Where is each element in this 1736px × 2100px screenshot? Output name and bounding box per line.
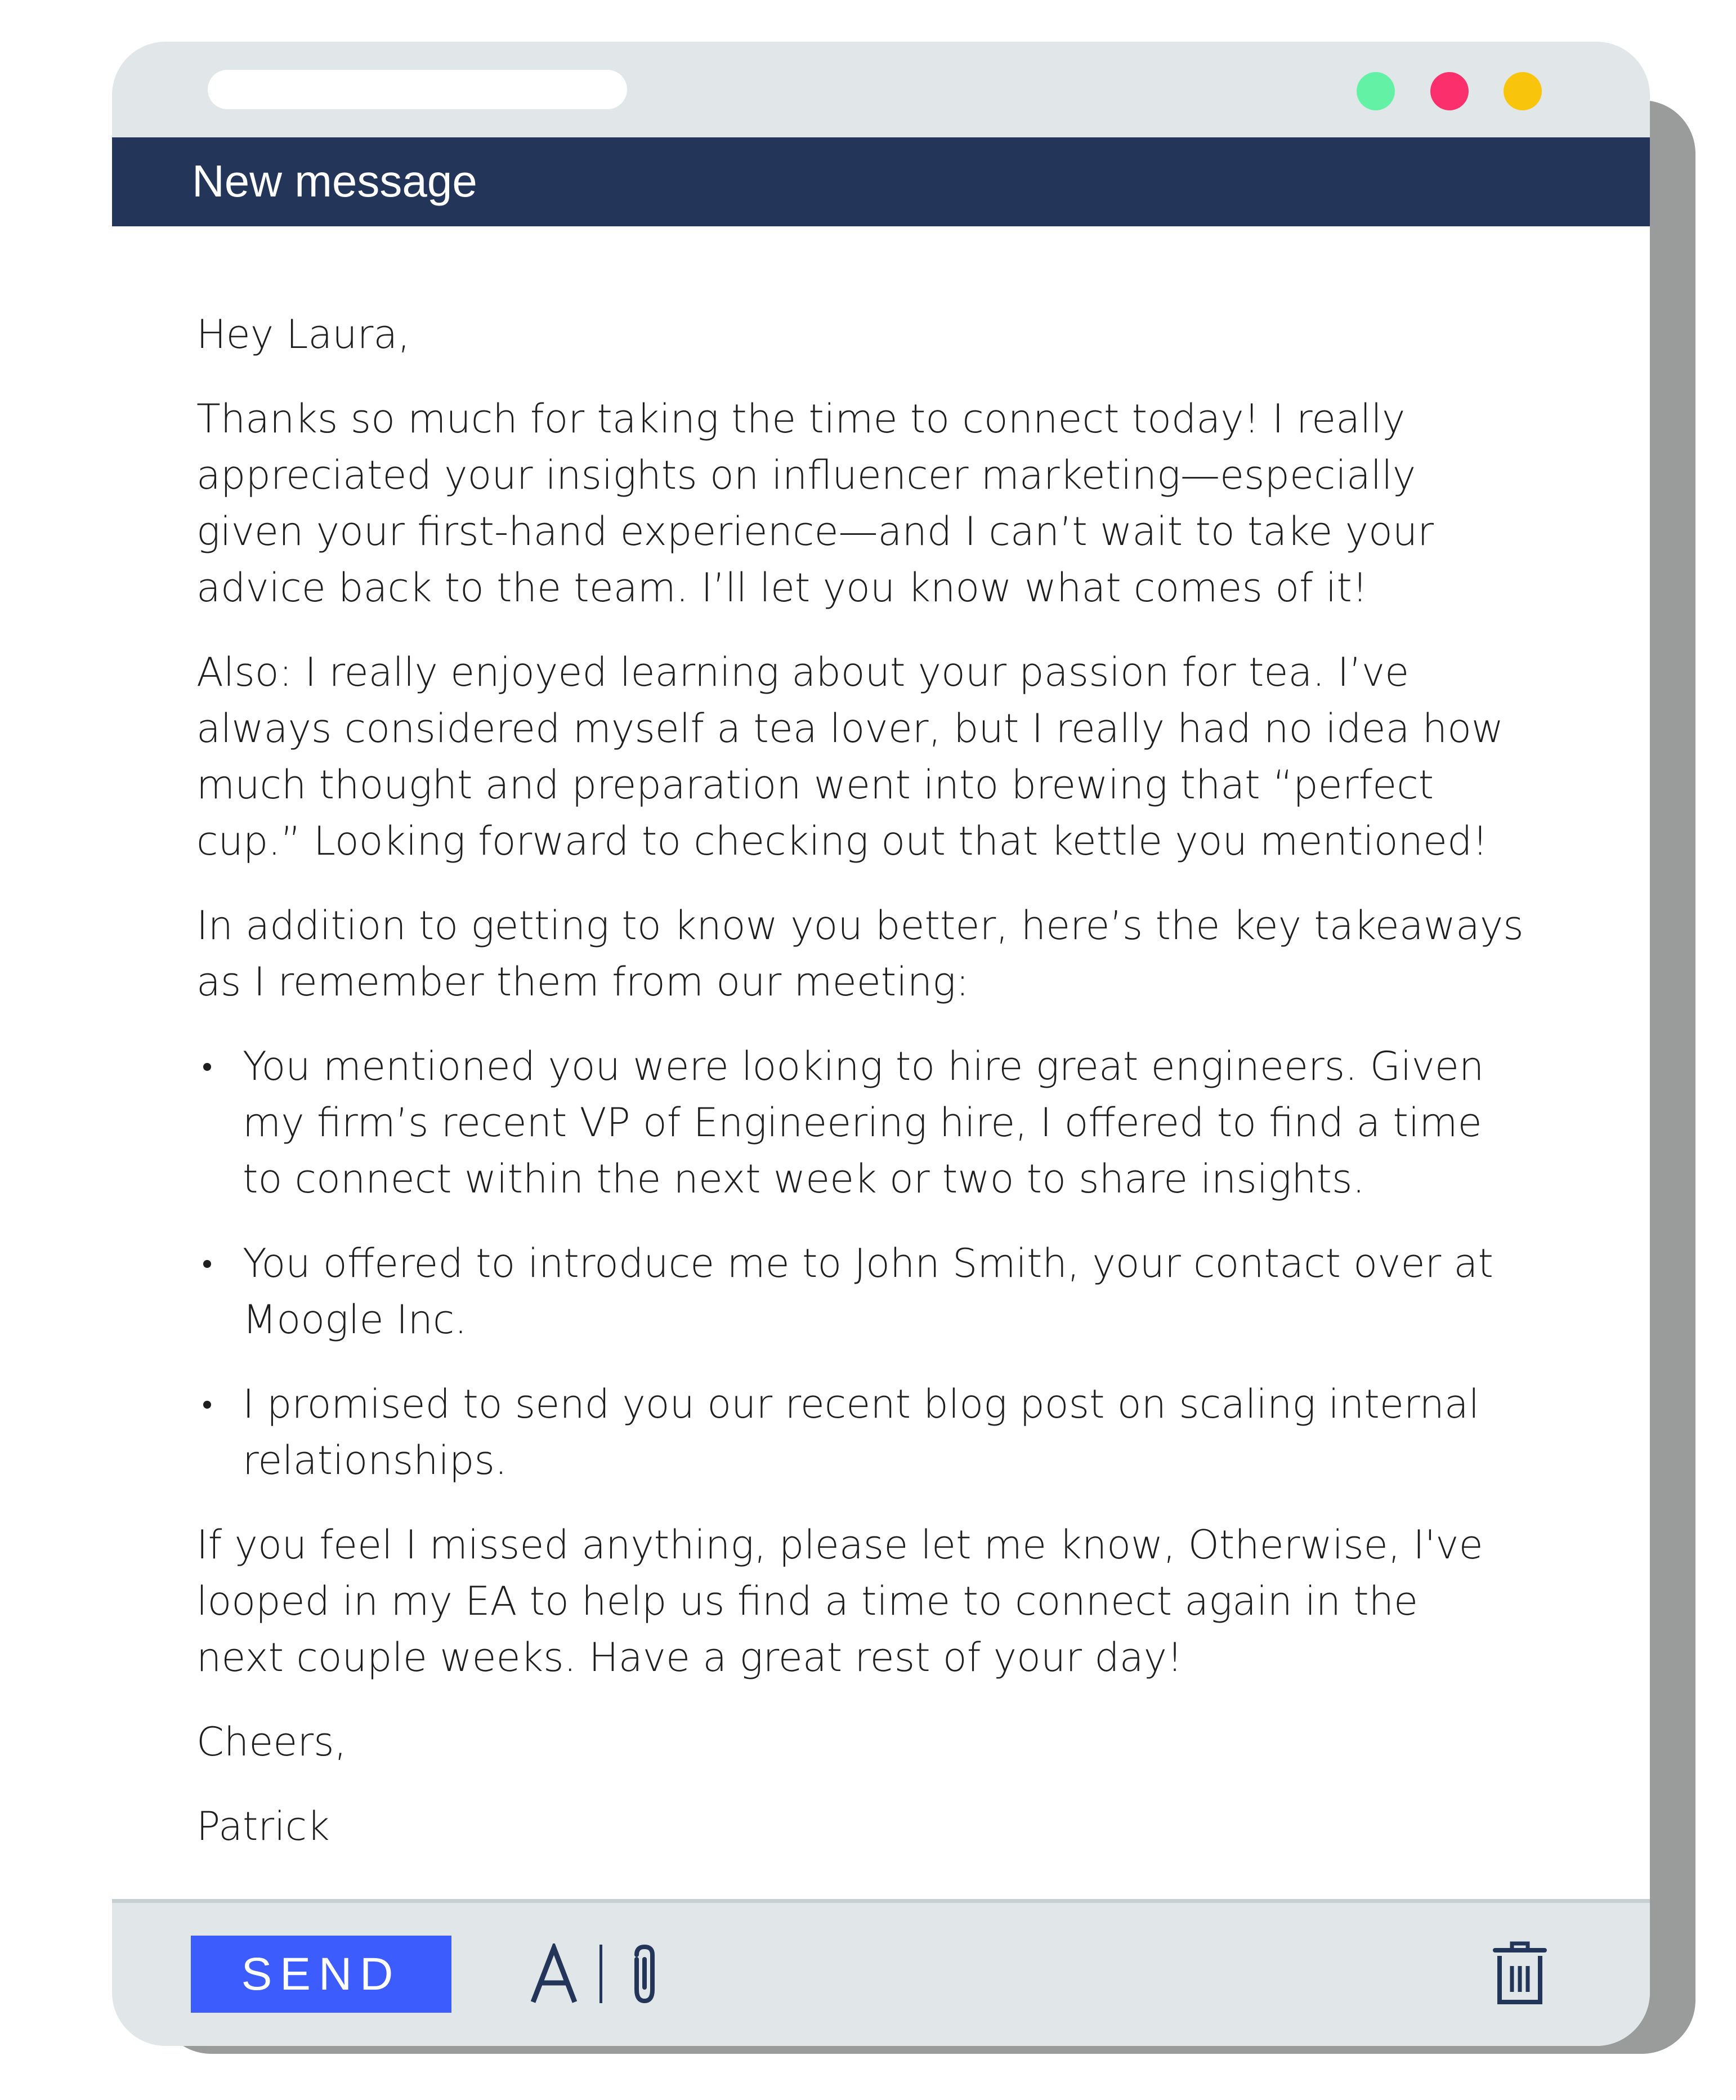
maximize-dot[interactable] — [1357, 72, 1395, 110]
paragraph-tea: Also: I really enjoyed learning about your passion for tea. I’ve always considered myself a tea lover, but I really had no idea how much thought and preparation went into brewing that “perfect cup.” Looking forward to checking out that kettle you mentioned! — [196, 649, 1504, 864]
paragraph-takeaways-intro: In addition to getting to know you better, here’s the key takeaways as I remember them from our meeting: — [196, 902, 1524, 1005]
paragraph-thanks: Thanks so much for taking the time to connect today! I really appreciated your insights on influencer marketing—especially given your first-hand experience—and I can’t wait to take your advice back to the team. I’ll let you know what comes of it! — [196, 396, 1434, 611]
minimize-dot[interactable] — [1504, 72, 1542, 110]
paragraph-followup: If you feel I missed anything, please let me know, Otherwise, I've looped in my EA to help us find a time to connect again in the next couple weeks. Have a great rest of your day! — [196, 1522, 1483, 1681]
takeaways-list — [196, 1038, 1576, 1489]
takeaway-text: I promised to send you our recent blog post on scaling internal relationships. — [243, 1381, 1480, 1484]
takeaway-item — [196, 1376, 1576, 1489]
bullet-icon — [203, 1260, 211, 1268]
takeaway-item — [196, 1235, 1576, 1348]
bullet-icon — [203, 1063, 211, 1071]
signature: Patrick — [196, 1803, 330, 1849]
compose-header — [112, 137, 1650, 226]
message-body[interactable] — [196, 306, 1576, 1883]
closing: Cheers, — [196, 1719, 347, 1765]
text-format-icon[interactable] — [529, 1943, 579, 2005]
toolbar-divider — [599, 1945, 602, 2003]
close-dot[interactable] — [1430, 72, 1469, 110]
compose-title: New message — [192, 156, 477, 206]
compose-toolbar — [112, 1899, 1650, 2046]
compose-window — [112, 42, 1650, 2046]
takeaway-item — [196, 1038, 1576, 1207]
takeaway-text: You offered to introduce me to John Smith, your contact over at Moogle Inc. — [243, 1240, 1493, 1343]
bullet-icon — [203, 1401, 211, 1409]
send-button[interactable]: SEND — [191, 1936, 451, 2013]
paperclip-icon[interactable] — [624, 1942, 664, 2007]
takeaway-text: You mentioned you were looking to hire great engineers. Given my firm’s recent VP of Engineering hire, I offered to find a time to connect within the next week or two to share insights. — [243, 1043, 1484, 1202]
window-chrome — [112, 42, 1650, 137]
greeting: Hey Laura, — [196, 311, 410, 358]
trash-icon[interactable] — [1493, 1940, 1547, 2007]
address-bar[interactable] — [208, 70, 627, 109]
